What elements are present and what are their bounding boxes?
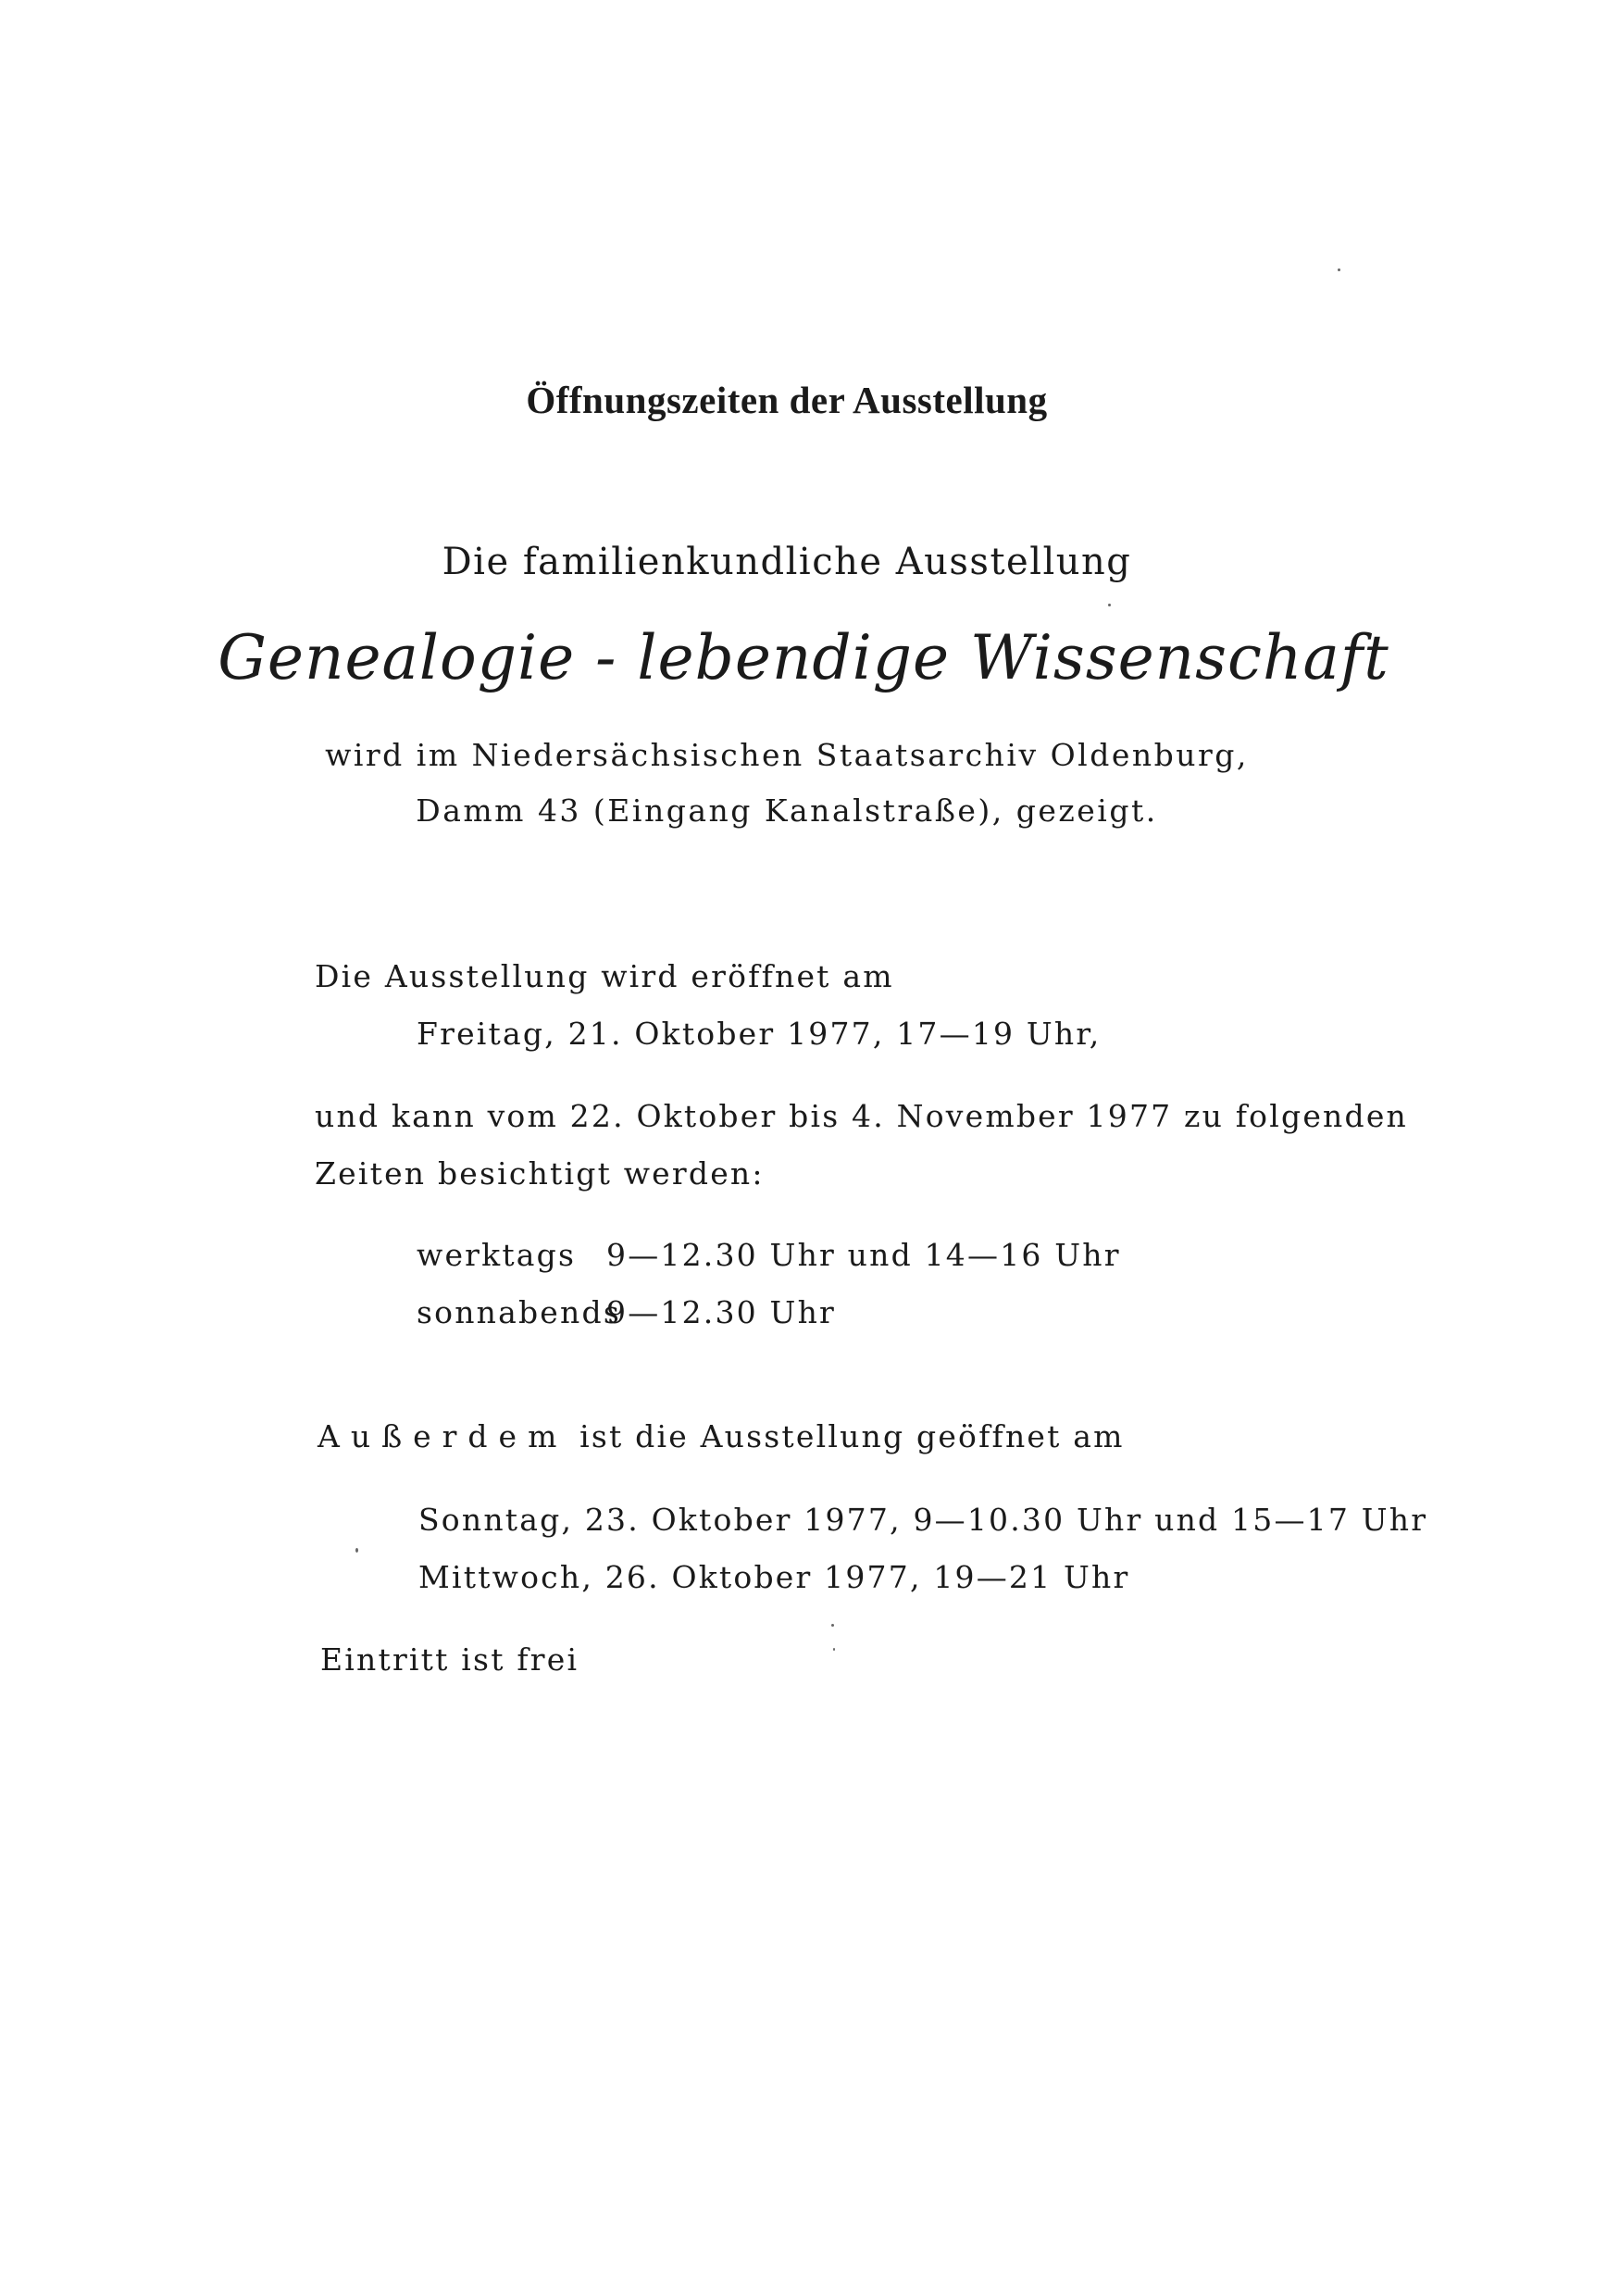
opening-intro: Die Ausstellung wird eröffnet am — [315, 958, 894, 994]
period-line-1: und kann vom 22. Oktober bis 4. November 1977 zu folgenden — [315, 1098, 1409, 1134]
scan-speck — [1108, 604, 1111, 606]
location-line-2: Damm 43 (Eingang Kanalstraße), gezeigt. — [416, 792, 1158, 829]
additional-intro-rest: ist die Ausstellung geöffnet am — [579, 1418, 1125, 1454]
scan-speck — [1338, 268, 1340, 271]
page-heading: Öffnungszeiten der Ausstellung — [526, 379, 1048, 421]
opening-date: Freitag, 21. Oktober 1977, 17—19 Uhr, — [417, 1016, 1102, 1052]
schedule-label-saturdays: sonnabends — [417, 1294, 621, 1330]
schedule-time-weekdays: 9—12.30 Uhr und 14—16 Uhr — [606, 1237, 1121, 1273]
location-line-1: wird im Niedersächsischen Staatsarchiv Oldenburg, — [325, 737, 1249, 773]
additional-intro-emphasis: Außerdem — [318, 1418, 568, 1454]
additional-intro — [318, 1418, 1125, 1454]
schedule-time-saturdays: 9—12.30 Uhr — [606, 1294, 836, 1330]
scan-speck — [831, 1624, 834, 1627]
additional-date-1: Sonntag, 23. Oktober 1977, 9—10.30 Uhr und 15—17 Uhr — [418, 1502, 1428, 1538]
scan-speck — [355, 1548, 358, 1553]
exhibition-title: Genealogie - lebendige Wissenschaft — [218, 622, 1389, 693]
entry-note: Eintritt ist frei — [320, 1641, 579, 1678]
additional-date-2: Mittwoch, 26. Oktober 1977, 19—21 Uhr — [418, 1559, 1130, 1595]
intro-line: Die familienkundliche Ausstellung — [442, 541, 1132, 583]
period-line-2: Zeiten besichtigt werden: — [315, 1155, 765, 1192]
schedule-label-weekdays: werktags — [417, 1237, 577, 1273]
scan-speck — [833, 1648, 835, 1651]
